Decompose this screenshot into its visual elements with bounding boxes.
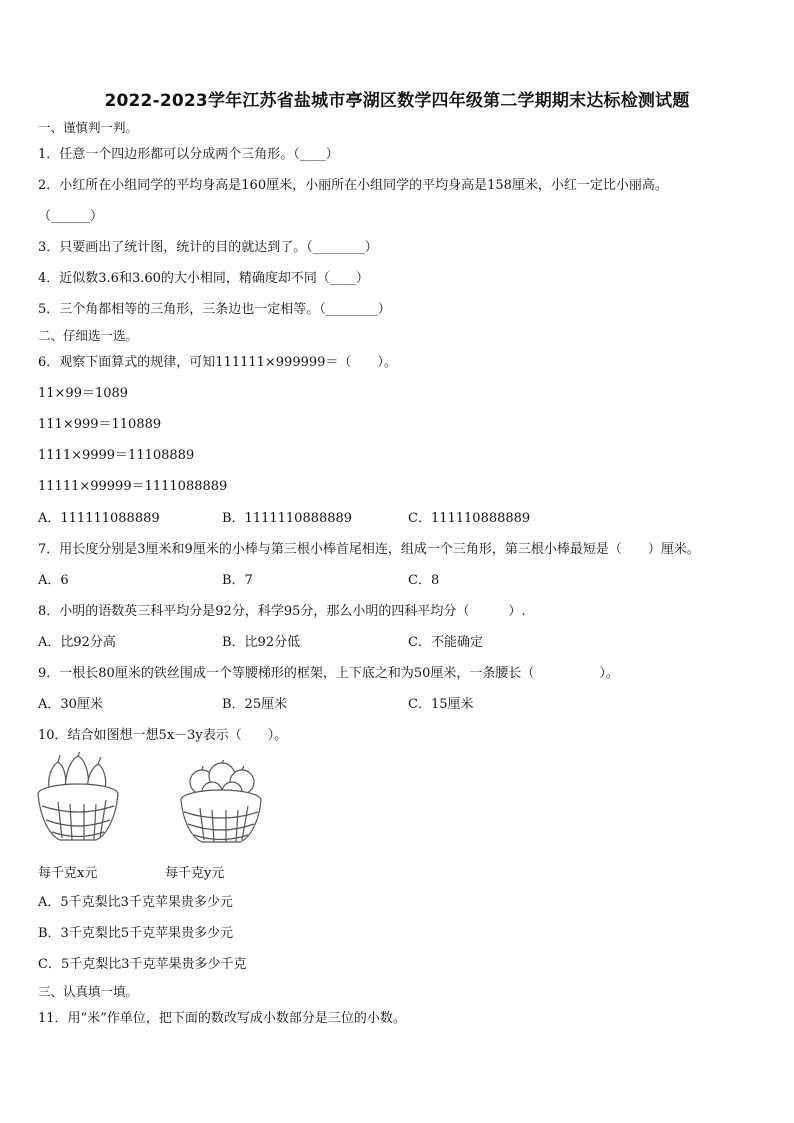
q10-option-a: A．5千克梨比3千克苹果贵多少元 [38,895,233,910]
pattern-line-3: 1111×9999＝11108889 [38,448,195,463]
question-6: 6．观察下面算式的规律，可知111111×999999＝（ ）。 [38,355,397,370]
page-title: 2022-2023学年江苏省盐城市亭湖区数学四年级第二学期期末达标检测试题 [104,91,690,111]
apple-basket-image [178,760,264,844]
question-2-line-1: 2．小红所在小组同学的平均身高是160厘米，小丽所在小组同学的平均身高是158厘米，小红一定比小丽高。 [38,178,668,193]
q8-option-b: B．比92分低 [222,635,301,650]
question-5: 5．三个角都相等的三角形，三条边也一定相等。（________） [38,302,391,317]
q9-option-a: A．30厘米 [38,697,103,712]
question-10: 10．结合如图想一想5x－3y表示（ ）。 [38,728,288,743]
pattern-line-1: 11×99＝1089 [38,386,129,401]
question-1: 1．任意一个四边形都可以分成两个三角形。（____） [38,147,339,162]
section-heading-choice: 二、仔细选一选。 [38,328,139,343]
q8-option-a: A．比92分高 [38,635,116,650]
question-4: 4．近似数3.6和3.60的大小相同，精确度却不同（____） [38,271,369,286]
section-heading-fill: 三、认真填一填。 [38,984,139,999]
q6-option-c: C．111110888889 [408,511,531,526]
pear-price-caption: 每千克x元 [38,866,98,881]
q8-option-c: C．不能确定 [408,635,483,650]
question-7: 7．用长度分别是3厘米和9厘米的小棒与第三根小棒首尾相连，组成一个三角形，第三根小棒最短是（ ）厘米。 [38,542,700,557]
pattern-line-2: 111×999＝110889 [38,417,162,432]
q6-option-b: B．1111110888889 [222,511,353,526]
section-heading-judgement: 一、谨慎判一判。 [38,120,139,135]
q10-option-c: C．5千克梨比3千克苹果贵多少千克 [38,957,247,972]
apple-price-caption: 每千克y元 [165,866,225,881]
q10-option-b: B．3千克梨比5千克苹果贵多少元 [38,926,234,941]
q7-option-c: C．8 [408,573,440,588]
q7-option-a: A．6 [38,573,69,588]
q7-option-b: B．7 [222,573,253,588]
question-3: 3．只要画出了统计图，统计的目的就达到了。（________） [38,240,378,255]
pattern-line-4: 11111×99999＝1111088889 [38,479,228,494]
question-8: 8．小明的语数英三科平均分是92分，科学95分，那么小明的四科平均分（ ）. [38,604,526,619]
question-11: 11．用“米”作单位，把下面的数改写成小数部分是三位的小数。 [38,1011,406,1026]
q9-option-c: C．15厘米 [408,697,474,712]
question-9: 9．一根长80厘米的铁丝围成一个等腰梯形的框架，上下底之和为50厘米，一条腰长（ ）。 [38,666,619,681]
pear-basket-image [36,752,120,844]
question-2-line-2: （______） [38,209,104,224]
q9-option-b: B．25厘米 [222,697,288,712]
q6-option-a: A．111111088889 [38,511,160,526]
